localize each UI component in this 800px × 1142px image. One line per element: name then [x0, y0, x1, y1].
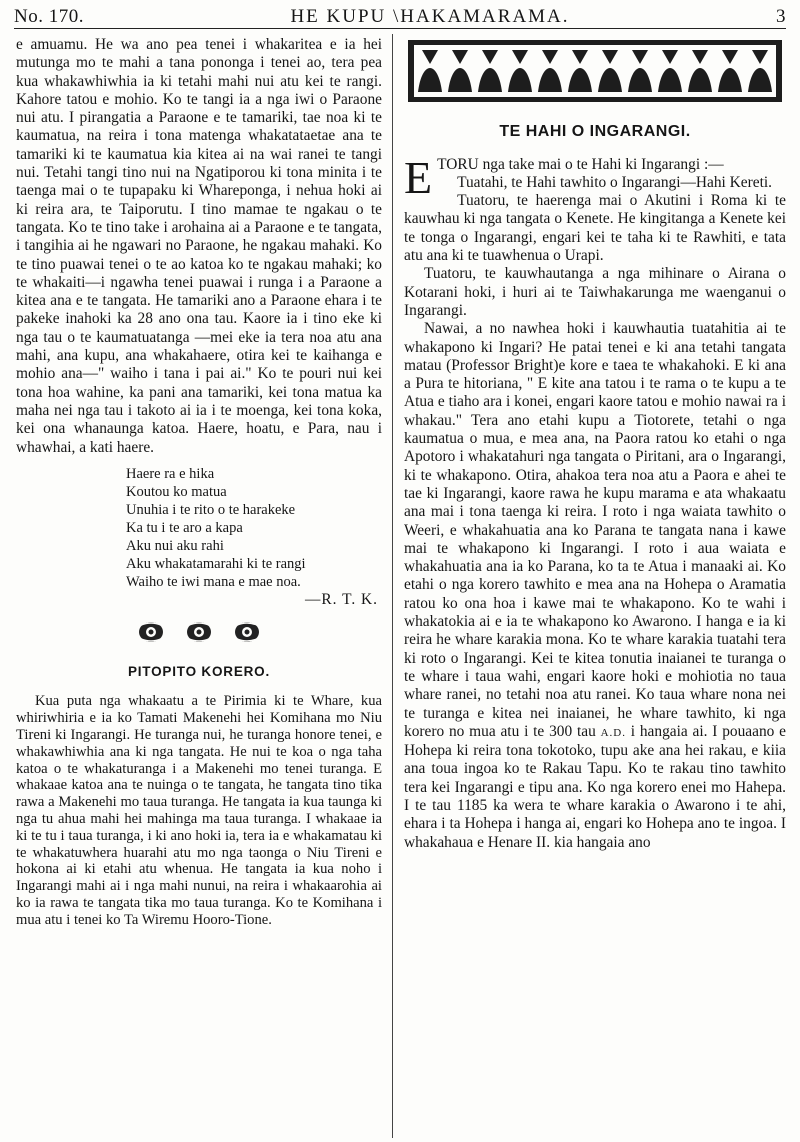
drop-cap: E [404, 151, 433, 203]
body-text: i hangaia ai. I pouaano e Hohepa ki reira tona tokotoko, tupu ake ana hei rakau, e kiia ana toua ingoa ko te Rakau Tapu. Ko te rakau tino tawhito tera kei Ingarangi e tipu ana. Ko nga korero enei mo Hahepa. I te tau 1185 ka wera te whare karakia o Awarono i te ahi, ehara i ta Hohepa i hanga ai, engari ko Hohepa ano te ingoa. I whakahaua e Henare II. kia hangaia ano [404, 722, 786, 851]
flower-ornament-icon [186, 621, 212, 643]
body-paragraph: Tuatahi, te Hahi tawhito o Ingarangi—Hahi Kereti. [457, 173, 772, 191]
flower-ornament-icon [234, 621, 260, 643]
page-number: 3 [776, 6, 786, 27]
author-signature: —R. T. K. [305, 590, 378, 608]
poem-line: Haere ra e hika [126, 465, 215, 482]
flower-ornament-icon [138, 621, 164, 643]
poem-line: Unuhia i te rito o te harakeke [126, 501, 296, 518]
article-title: TE HAHI O INGARANGI. [499, 123, 691, 141]
poem [126, 465, 382, 591]
decorative-frieze-icon [408, 40, 782, 102]
era-abbreviation: A.D. [600, 726, 626, 739]
poem-line: Aku whakatamarahi ki te rangi [126, 555, 306, 572]
intro-text: TORU nga take mai o te Hahi ki Ingarangi :— [437, 155, 724, 173]
poem-line: Koutou ko matua [126, 483, 227, 500]
section-heading: PITOPITO KORERO. [127, 664, 271, 680]
poem-line: Ka tu i te aro a kapa [126, 519, 243, 536]
body-text: Nawai, a no nawhea hoki i kauwhautia tuatahitia ai te whakapono ki Ingari? He patai tenei e ki ana tetahi tangata matau (Professor Bright)e kore e taea te whakahoki. E ki ana a Pura te hitoriana, " E kite ana tatou i te rama o te kupu a te Atua e tiaho ara i konei, engari kaore tatou e mohio nawai ra i whakau." Tera ano etahi kupu a Tiotorete, tetahi o nga kaumatua o mua, e mea ana, na Paora ratou ko etahi o nga Apotoro i whakatahuri nga tangata o Piritani, ara o Ingarangi, ki te whakapono. Otira, ahakoa tera noa atu a Paora e ahei te tae ki Ingarangi, kaore rawa he kupu marama e ata whakaatu ana mai i tona taenga ki reira. I roto i nga waiata tawhito o Weeri, e whakahuatia ana ko Parana te tangata nana i kawe mai te whakapono ki Ingarangi. I roto i aua waiata e whakahuatia ana ia ko Parana, ko ta te Atua i manaaki ai. Ko etahi o nga korero tawhito e mea ana na Hohepa o Aramatia ratou ko ona hoa i kawe mai te whakapono. Ko te wahi i whakatokia ai e ia te whakapono ko Awarono. I hanga e ia ki reira he whare karakia mona. Ko te whare karakia tuatahi tera ki roto o Ingarangi. Kei te kitea tonutia inaianei te turanga o te whare i taua wahi, engari kaore hoki e mohiotia no taua whare ranei, no tetahi noa atu ranei. Ko taua whare nona nei te turanga e kitea nei inaianei, he whare tawhito, ki nga korero no mua atu i te 300 tau [404, 320, 786, 740]
body-paragraph [404, 320, 786, 852]
right-column [404, 36, 786, 852]
body-paragraph: Tuatoru, te haerenga mai o Akutini i Roma ki te kauwhau ki nga tangata o Kenete. He kingitanga a Kenete kei te tonga o Ingarangi, engari kei te taha ki te Rawhiti, e tata atu ana ki te tuawhenua o Urapi. [404, 192, 786, 265]
left-column [16, 36, 382, 929]
issue-number: No. 170. [14, 6, 84, 27]
obituary-paragraph: e amuamu. He wa ano pea tenei i whakaritea e ia hei mutunga mo te mahi a tana pononga i tenei ao, tera pea kua whakawhiwhia ia ki tetahi mahi nui atu kei te rangi. Kahore tatou e mohio. Ko te tangi ia a nga iwi o Paraone nui atu. I pirangatia a Paraone e te tamariki, tae noa ki te kaumatua, na reira i tona matenga whakatataetae ana te tamariki ki te kaumatua kia kitea ai na wai ranei te tangi nui. Tetahi tangi tino nui na Ngatiporou ki tona minita i te taenga mai o te tupapaku ki Whareponga, i nehua hoki ai ki reira ara, te Taiporutu. I tino mamae te ngakau o te tangata. Ko te tino take i arohaina ai a Paraone e te tangata, i tangihia ai he ngawari no Paraone, he ngakau mahaki. Ko te tino puawai tenei o te ao katoa ko te ngakau mahaki; ko te whakaiti—i ngawha tenei puawai i runga i a Paraone a kitea ana e te tangata. He tamariki ano a Paraone ehara i te pakeke inahoki ka 28 ano ona tau. Kaore ia i tino eke ki nga tau o te kaumatuatanga —mei eke ia tera noa atu ana mahi, ana kupu, ana whakahaere, otira kei te kaihanga e mohio ana—" waiho i tana i pai ai." Ko te pouri nui kei tona hoa wahine, ka pani ana tamariki, kei tona matua ka maha nei nga tau i takoto ai ia i te moenga, kei tona koka, kei ona whanaunga katoa. Haere, hoatu, e Para, nau i whawhai, a kati haere. [16, 36, 382, 456]
news-paragraph: Kua puta nga whakaatu a te Pirimia ki te Whare, kua whiriwhiria e ia ko Tamati Makenehi hei Komihana mo Niu Tireni ki Ingarangi. He turanga nui, he turanga honore tenei, e whakawhiwhia ana ki nga tangata. He nui te koa o nga taha katoa o te whakaturanga i a Makenehi mo tenei turanga. E whakaae katoa ana te nuinga o te tangata, he tangata tino tika rawa a Makenehi mo taua turanga. He tangata ia kua taunga ki nga tu ahua mahi hei mahinga ma taua turanga. I whakaae ia ki te tu i taua turanga, i ki ano hoki ia, tera ia e whakamatau ki te whakatuwhera huarahi atu mo nga taonga o Niu Tireni e hokona ai ki etahi atu whenua. He tangata ia kua noho i Ingarangi mahi ai i nga mahi nunui, na reira i whakaarohia ai ko ia rawa te tangata tika mo taua turanga. Ko te Komihana i mua atu i tenei ko Ta Wiremu Hooro-Tione. [16, 693, 382, 928]
page-header [14, 6, 786, 29]
body-paragraph: Tuatoru, te kauwhautanga a nga mihinare o Airana o Kotarani hoki, i huri ai te Taiwhakarunga me waenganui o Ingarangi. [404, 265, 786, 319]
publication-title: HE KUPU \HAKAMARAMA. [290, 6, 570, 27]
ornament-row [16, 621, 382, 643]
poem-line: Waiho te iwi mana e mae noa. [126, 573, 301, 590]
poem-line: Aku nui aku rahi [126, 537, 224, 554]
column-divider [392, 34, 393, 1138]
